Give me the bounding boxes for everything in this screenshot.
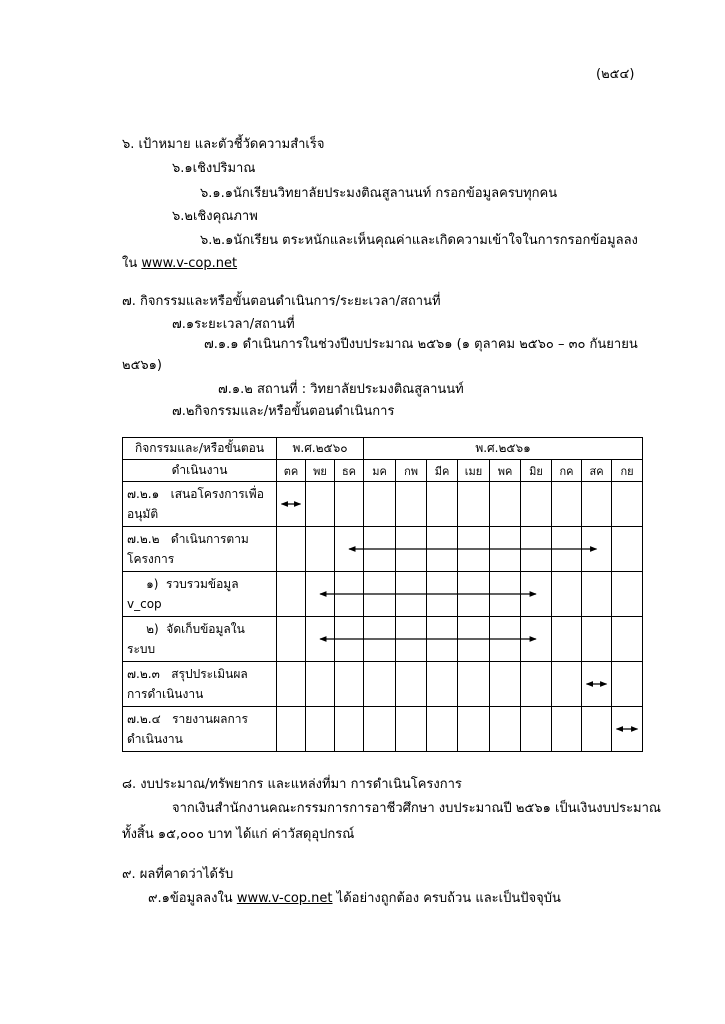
gantt-month-cell	[458, 707, 490, 752]
gantt-month-cell	[612, 572, 643, 617]
section-7-2-heading: ๗.๒กิจกรรมและ/หรือขั้นตอนดำเนินการ	[172, 404, 395, 419]
gantt-month-cell	[335, 617, 364, 662]
section-7-1-2-item: ๗.๑.๒ สถานที่ : วิทยาลัยประมงติณสูลานนท์	[218, 382, 464, 397]
gantt-activity-cell	[123, 527, 277, 572]
gantt-month-cell	[582, 662, 612, 707]
gantt-month-cell	[612, 617, 643, 662]
gantt-month-cell	[306, 662, 335, 707]
activity-label-line-1: ๑) รวบรวมข้อมูล	[127, 577, 239, 591]
gantt-month-cell	[582, 617, 612, 662]
activity-label-line-1: ๗.๒.๔ รายงานผลการ	[127, 712, 248, 726]
gantt-month-cell	[335, 572, 364, 617]
gantt-month-cell	[552, 482, 582, 527]
gantt-row	[123, 617, 643, 662]
section-7-title: ๗. กิจกรรมและหรือขั้นตอนดำเนินการ/ระยะเวลา/สถานที่	[122, 294, 441, 309]
section-6-1-heading: ๖.๑เชิงปริมาณ	[172, 161, 256, 176]
gantt-month-cell	[277, 572, 306, 617]
gantt-header-activity-2: ดำเนินงาน	[123, 460, 277, 482]
gantt-month-cell	[521, 572, 552, 617]
gantt-month-cell	[335, 707, 364, 752]
gantt-month-cell	[552, 617, 582, 662]
gantt-month-cell	[427, 662, 458, 707]
activity-label-line-2: การดำเนินงาน	[127, 687, 204, 701]
page-number: (๒๕๔)	[596, 67, 635, 82]
gantt-month-cell	[582, 482, 612, 527]
section-6-title: ๖. เป้าหมาย และตัวชี้วัดความสำเร็จ	[122, 137, 325, 152]
gantt-month-cell	[612, 482, 643, 527]
gantt-row	[123, 482, 643, 527]
gantt-month-cell	[490, 707, 521, 752]
gantt-month-cell	[552, 572, 582, 617]
gantt-month-cell	[490, 572, 521, 617]
gantt-month-cell	[521, 662, 552, 707]
gantt-month-cell	[427, 482, 458, 527]
gantt-month-cell	[521, 707, 552, 752]
gantt-month-cell	[427, 617, 458, 662]
gantt-month-cell	[306, 482, 335, 527]
gantt-month-header: กค	[552, 460, 582, 482]
activity-label-line-1: ๗.๒.๒ ดำเนินการตาม	[127, 532, 249, 546]
vcop-link[interactable]: www.v-cop.net	[141, 256, 238, 271]
gantt-month-cell	[521, 527, 552, 572]
gantt-month-cell	[364, 482, 396, 527]
gantt-month-cell	[582, 527, 612, 572]
gantt-month-cell	[277, 527, 306, 572]
gantt-header-year-2561: พ.ศ.๒๕๖๑	[364, 438, 643, 460]
gantt-activity-cell	[123, 662, 277, 707]
gantt-month-cell	[306, 527, 335, 572]
activity-label-line-1: ๗.๒.๑ เสนอโครงการเพื่อ	[127, 487, 264, 501]
section-6-1-1-item: ๖.๑.๑นักเรียนวิทยาลัยประมงติณสูลานนท์ กรอกข้อมูลครบทุกคน	[200, 186, 558, 201]
section-9-1-suffix: ได้อย่างถูกต้อง ครบถ้วน และเป็นปัจจุบัน	[336, 891, 561, 906]
continuation-prefix: ใน	[122, 256, 138, 271]
gantt-row	[123, 527, 643, 572]
gantt-month-header: มค	[364, 460, 396, 482]
activity-label-line-2: ดำเนินงาน	[127, 732, 183, 746]
gantt-month-cell	[335, 527, 364, 572]
gantt-month-cell	[612, 527, 643, 572]
gantt-month-header: เมย	[458, 460, 490, 482]
gantt-month-cell	[364, 527, 396, 572]
gantt-month-cell	[277, 617, 306, 662]
gantt-month-cell	[612, 707, 643, 752]
gantt-month-cell	[458, 527, 490, 572]
gantt-month-cell	[306, 707, 335, 752]
gantt-month-cell	[277, 707, 306, 752]
gantt-month-header: พค	[490, 460, 521, 482]
gantt-month-cell	[427, 707, 458, 752]
gantt-month-cell	[277, 662, 306, 707]
gantt-month-cell	[396, 617, 427, 662]
section-7-1-heading: ๗.๑ระยะเวลา/สถานที่	[172, 317, 295, 332]
gantt-month-cell	[490, 527, 521, 572]
activity-label-line-2: โครงการ	[127, 552, 175, 566]
gantt-month-cell	[396, 572, 427, 617]
gantt-month-header: กพ	[396, 460, 427, 482]
gantt-table	[122, 437, 643, 752]
gantt-header-activity-1: กิจกรรมและ/หรือขั้นตอน	[123, 438, 277, 460]
gantt-month-cell	[427, 527, 458, 572]
gantt-month-header: ธค	[335, 460, 364, 482]
section-9-1-item	[148, 890, 561, 908]
gantt-month-cell	[458, 482, 490, 527]
gantt-month-cell	[582, 572, 612, 617]
gantt-month-header: พย	[306, 460, 335, 482]
gantt-month-cell	[364, 572, 396, 617]
gantt-month-header: มีค	[427, 460, 458, 482]
gantt-activity-cell	[123, 707, 277, 752]
gantt-month-cell	[552, 662, 582, 707]
gantt-month-cell	[582, 707, 612, 752]
gantt-month-header: มิย	[521, 460, 552, 482]
gantt-month-cell	[306, 572, 335, 617]
gantt-row	[123, 707, 643, 752]
gantt-row	[123, 572, 643, 617]
gantt-month-cell	[521, 617, 552, 662]
gantt-month-cell	[277, 482, 306, 527]
gantt-month-cell	[306, 617, 335, 662]
gantt-month-cell	[396, 527, 427, 572]
gantt-month-cell	[396, 662, 427, 707]
gantt-activity-cell	[123, 482, 277, 527]
gantt-month-cell	[396, 482, 427, 527]
gantt-month-cell	[552, 707, 582, 752]
gantt-month-cell	[521, 482, 552, 527]
section-8-line-1: จากเงินสำนักงานคณะกรรมการการอาชีวศึกษา งบประมาณปี ๒๕๖๑ เป็นเงินงบประมาณ	[172, 801, 661, 816]
gantt-month-cell	[396, 707, 427, 752]
section-6-2-1-continuation	[122, 255, 237, 273]
gantt-month-cell	[458, 572, 490, 617]
gantt-activity-cell	[123, 617, 277, 662]
section-7-1-1-continuation: ๒๕๖๑)	[122, 358, 162, 373]
gantt-month-cell	[364, 707, 396, 752]
section-9-1-prefix: ๙.๑ข้อมูลลงใน	[148, 891, 233, 906]
gantt-month-cell	[364, 662, 396, 707]
gantt-month-cell	[458, 617, 490, 662]
section-6-2-heading: ๖.๒เชิงคุณภาพ	[172, 209, 258, 224]
gantt-month-cell	[458, 662, 490, 707]
vcop-link-2[interactable]: www.v-cop.net	[236, 891, 333, 906]
section-6-2-1-item: ๖.๒.๑นักเรียน ตระหนักและเห็นคุณค่าและเกิดความเข้าใจในการกรอกข้อมูลลง	[200, 233, 638, 248]
section-9-title: ๙. ผลที่คาดว่าได้รับ	[122, 867, 234, 882]
gantt-month-cell	[552, 527, 582, 572]
gantt-row	[123, 662, 643, 707]
gantt-month-header: กย	[612, 460, 643, 482]
gantt-month-cell	[335, 662, 364, 707]
activity-label-line-1: ๗.๒.๓ สรุปประเมินผล	[127, 667, 248, 681]
gantt-month-header: ตค	[277, 460, 306, 482]
section-8-title: ๘. งบประมาณ/ทรัพยากร และแหล่งที่มา การดำเนินโครงการ	[122, 777, 462, 792]
gantt-month-cell	[427, 572, 458, 617]
section-8-line-2: ทั้งสิ้น ๑๕,๐๐๐ บาท ได้แก่ ค่าวัสดุอุปกรณ์	[122, 827, 355, 842]
gantt-month-cell	[490, 482, 521, 527]
activity-label-line-2: ระบบ	[127, 642, 156, 656]
activity-label-line-2: อนุมัติ	[127, 507, 159, 521]
activity-label-line-1: ๒) จัดเก็บข้อมูลใน	[127, 622, 245, 636]
gantt-activity-cell	[123, 572, 277, 617]
gantt-month-cell	[490, 662, 521, 707]
gantt-month-header: สค	[582, 460, 612, 482]
gantt-month-cell	[490, 617, 521, 662]
section-7-1-1-item: ๗.๑.๑ ดำเนินการในช่วงปีงบประมาณ ๒๕๖๑ (๑ ตุลาคม ๒๕๖๐ – ๓๐ กันยายน	[204, 337, 638, 352]
activity-label-line-2: v_cop	[127, 597, 162, 611]
gantt-month-cell	[364, 617, 396, 662]
gantt-month-cell	[612, 662, 643, 707]
gantt-month-cell	[335, 482, 364, 527]
gantt-header-year-2560: พ.ศ.๒๕๖๐	[277, 438, 364, 460]
